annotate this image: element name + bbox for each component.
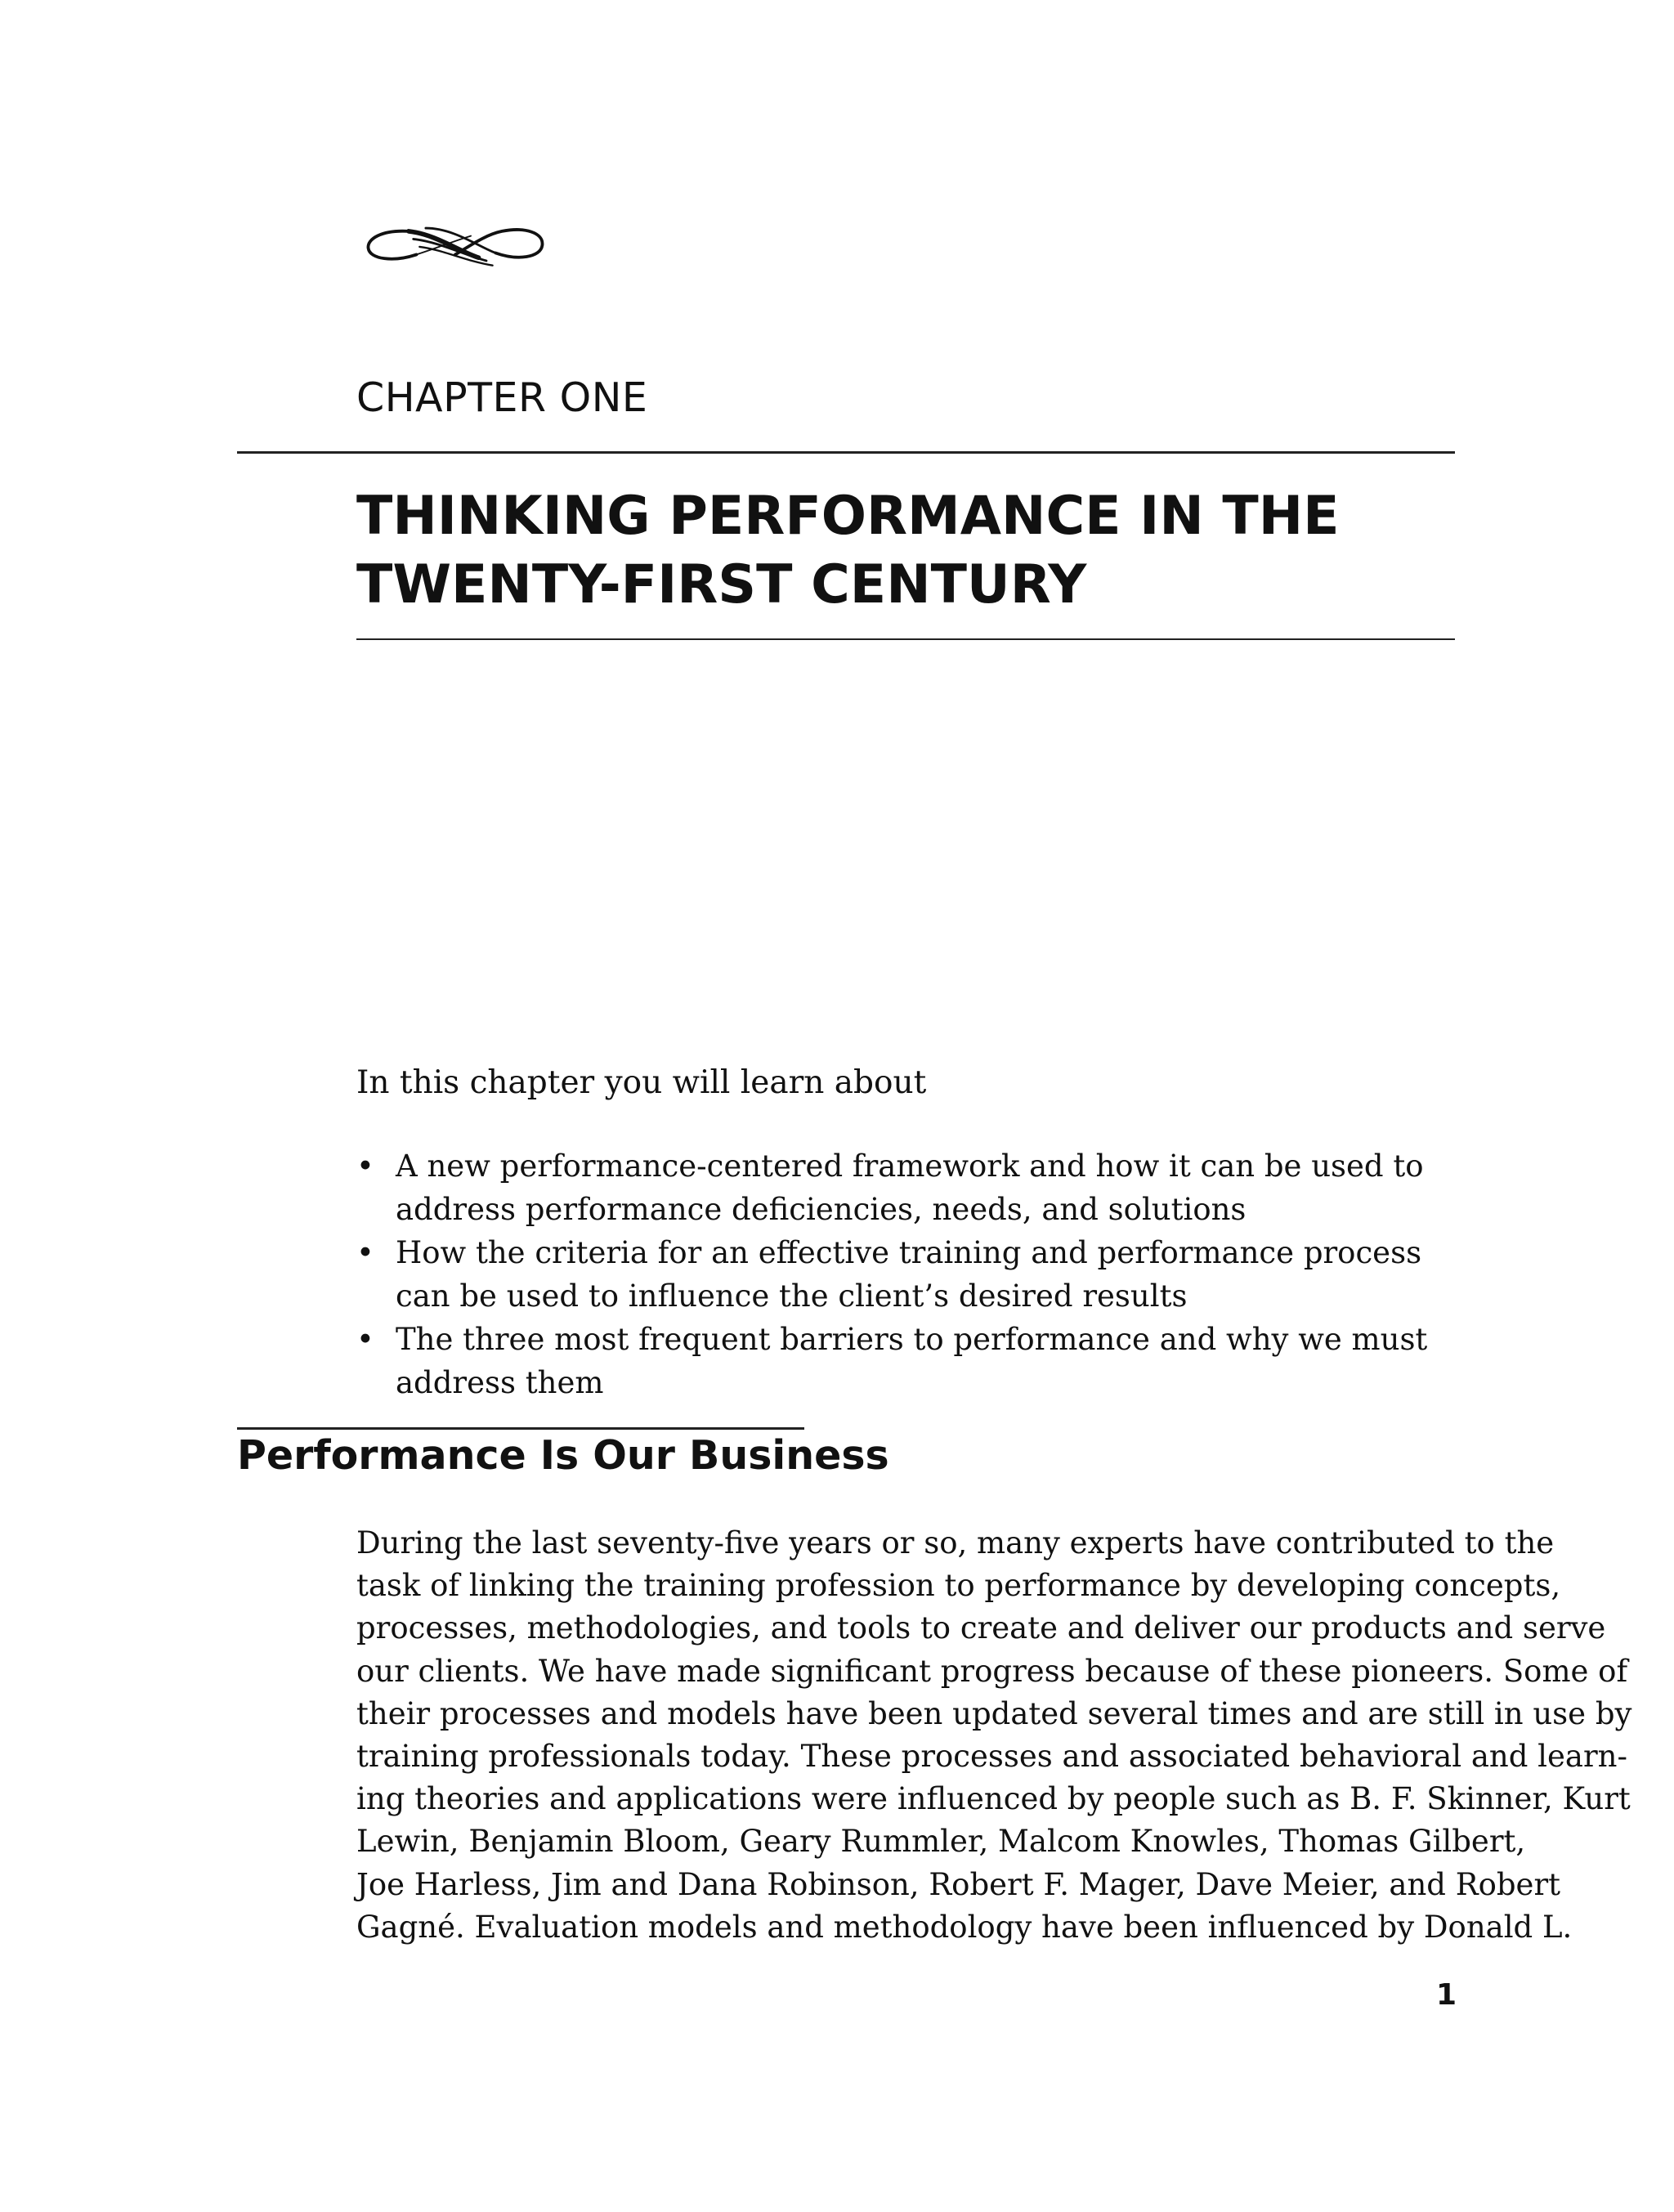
chapter-title — [356, 482, 1452, 620]
chapter-label: CHAPTER ONE — [356, 374, 648, 421]
paragraph-line: During the last seventy-five years or so, many experts have contributed to the — [356, 1525, 1555, 1560]
list-item-text: A new performance-centered framework and how it can be used to address performance deficiencies, needs, and solutions — [396, 1149, 1424, 1227]
paragraph-line: our clients. We have made significant progress because of these pioneers. Some of — [356, 1653, 1628, 1689]
section-rule — [237, 1427, 804, 1430]
paragraph-line: Gagné. Evaluation models and methodology have been influenced by Donald L. — [356, 1909, 1573, 1945]
bullet: • — [356, 1322, 374, 1357]
chapter-bottom-rule — [356, 638, 1455, 640]
list-item-text: How the criteria for an effective training and performance process can be used to influence the client’s desired results — [396, 1235, 1422, 1314]
chapter-top-rule — [237, 451, 1455, 454]
list-item — [356, 1318, 1457, 1404]
chapter-title-line: TWENTY-FIRST CENTURY — [356, 554, 1087, 616]
page-number: 1 — [1435, 1978, 1457, 2012]
paragraph-line: processes, methodologies, and tools to create and deliver our products and serve — [356, 1610, 1606, 1646]
paragraph-line: Joe Harless, Jim and Dana Robinson, Robert F. Mager, Dave Meier, and Robert — [356, 1866, 1561, 1902]
bullet: • — [356, 1235, 374, 1270]
learning-objectives-list — [356, 1144, 1457, 1404]
flourish-ornament-icon — [358, 214, 553, 276]
body-paragraph — [356, 1522, 1632, 1949]
paragraph-line: Lewin, Benjamin Bloom, Geary Rummler, Malcom Knowles, Thomas Gilbert, — [356, 1824, 1526, 1860]
list-item — [356, 1231, 1457, 1318]
bullet: • — [356, 1149, 374, 1184]
paragraph-line: their processes and models have been updated several times and are still in use by — [356, 1695, 1632, 1731]
list-item-text: The three most frequent barriers to performance and why we must address them — [396, 1322, 1428, 1400]
section-heading: Performance Is Our Business — [237, 1432, 889, 1479]
chapter-title-line: THINKING PERFORMANCE IN THE — [356, 486, 1340, 547]
list-item — [356, 1144, 1457, 1231]
intro-text: In this chapter you will learn about — [356, 1064, 927, 1101]
paragraph-line: task of linking the training profession to performance by developing concepts, — [356, 1568, 1561, 1604]
paragraph-line: training professionals today. These processes and associated behavioral and learn- — [356, 1739, 1627, 1775]
paragraph-line: ing theories and applications were influenced by people such as B. F. Skinner, Kurt — [356, 1781, 1631, 1817]
